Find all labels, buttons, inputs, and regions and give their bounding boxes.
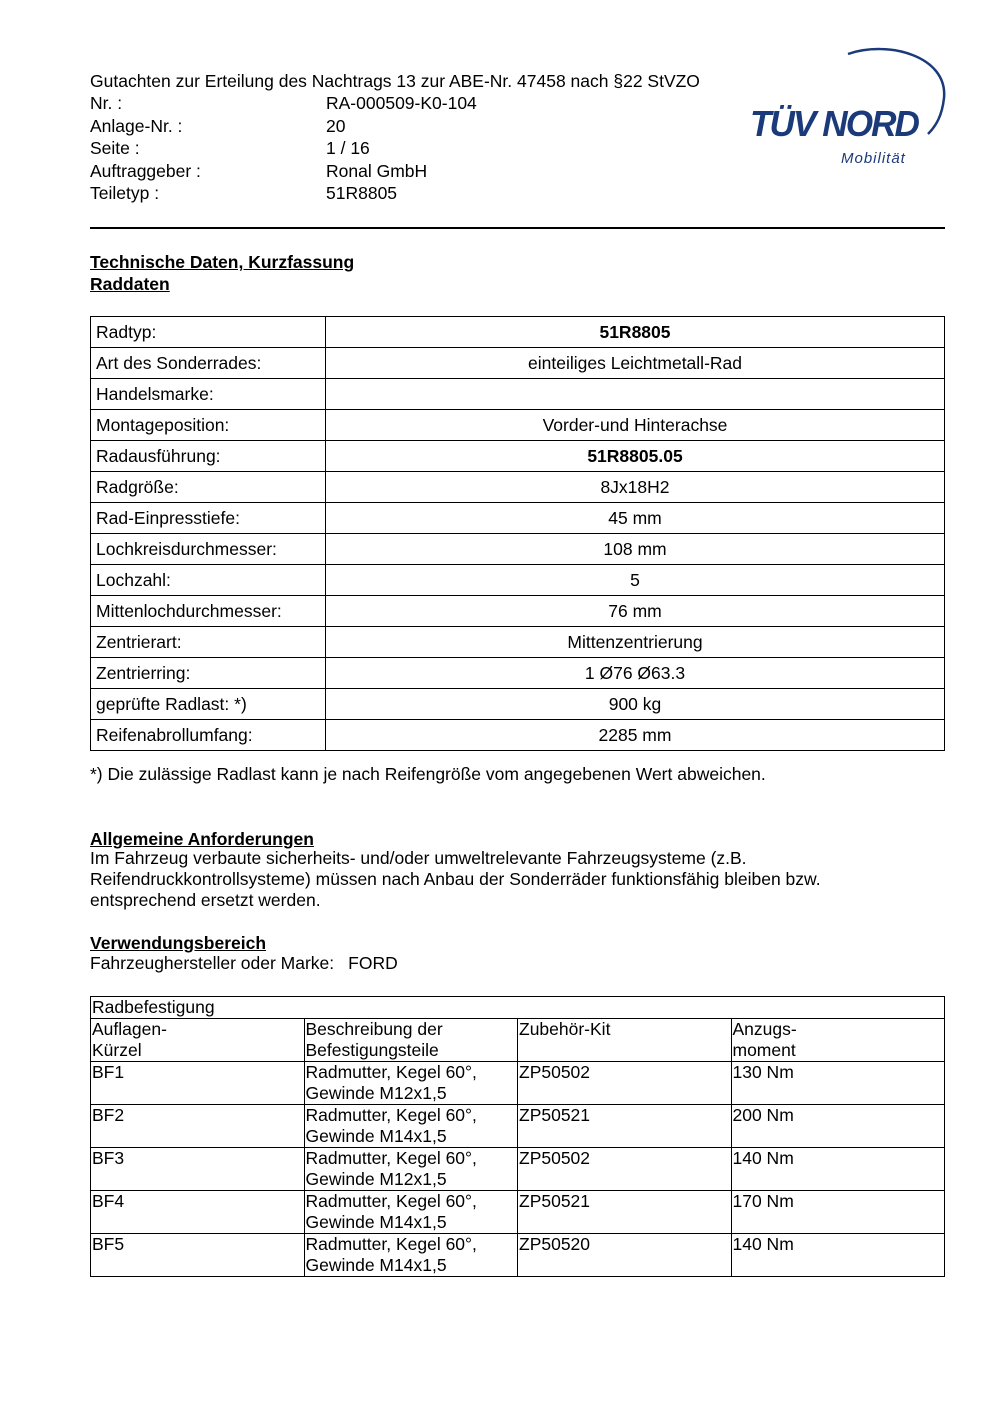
field-value: 5 bbox=[326, 565, 945, 596]
table-row bbox=[91, 317, 945, 348]
field-value: 8Jx18H2 bbox=[326, 472, 945, 503]
zubehoer-kit-cell: ZP50502 bbox=[518, 1062, 732, 1105]
field-label: Mittenlochdurchmesser: bbox=[91, 596, 326, 627]
section-title: Technische Daten, Kurzfassung bbox=[90, 252, 355, 272]
logo-tagline: Mobilität bbox=[841, 150, 906, 167]
field-value: 51R8805.05 bbox=[326, 441, 945, 472]
kuerzel-cell: BF2 bbox=[91, 1105, 305, 1148]
header-label: Anlage-Nr. : bbox=[90, 116, 183, 136]
table-row bbox=[91, 1148, 945, 1191]
field-value: 76 mm bbox=[326, 596, 945, 627]
header-divider bbox=[90, 227, 945, 229]
table-caption-row bbox=[91, 997, 945, 1019]
header-value: 51R8805 bbox=[326, 183, 398, 203]
anforderungen-line: Im Fahrzeug verbaute sicherheits- und/oder umweltrelevante Fahrzeugsysteme (z.B. bbox=[90, 848, 747, 868]
kuerzel-cell: BF4 bbox=[91, 1191, 305, 1234]
field-label: Radausführung: bbox=[91, 441, 326, 472]
field-value: Mittenzentrierung bbox=[326, 627, 945, 658]
anzugsmoment-cell: 200 Nm bbox=[731, 1105, 945, 1148]
field-label: Art des Sonderrades: bbox=[91, 348, 326, 379]
anforderungen-line: Reifendruckkontrollsysteme) müssen nach Anbau der Sonderräder funktionsfähig bleiben bzw. bbox=[90, 869, 821, 889]
zubehoer-kit-cell: ZP50520 bbox=[518, 1234, 732, 1277]
table-header-row bbox=[91, 1019, 945, 1062]
table-row bbox=[91, 410, 945, 441]
anforderungen-line: entsprechend ersetzt werden. bbox=[90, 890, 321, 910]
field-value: 900 kg bbox=[326, 689, 945, 720]
header-row-teiletyp bbox=[90, 182, 397, 204]
beschreibung-cell: Radmutter, Kegel 60°, Gewinde M14x1,5 bbox=[304, 1105, 518, 1148]
table-row bbox=[91, 379, 945, 410]
table-row bbox=[91, 472, 945, 503]
table-row bbox=[91, 658, 945, 689]
verwendung-title: Verwendungsbereich bbox=[90, 933, 267, 953]
kuerzel-cell: BF5 bbox=[91, 1234, 305, 1277]
beschreibung-cell: Radmutter, Kegel 60°, Gewinde M12x1,5 bbox=[304, 1148, 518, 1191]
verwendung-label: Fahrzeughersteller oder Marke: bbox=[90, 953, 335, 973]
column-header: Zubehör-Kit bbox=[518, 1019, 732, 1062]
beschreibung-cell: Radmutter, Kegel 60°, Gewinde M12x1,5 bbox=[304, 1062, 518, 1105]
field-value: 2285 mm bbox=[326, 720, 945, 751]
table-row bbox=[91, 1234, 945, 1277]
table-row bbox=[91, 441, 945, 472]
header-label: Teiletyp : bbox=[90, 183, 160, 203]
field-value: 108 mm bbox=[326, 534, 945, 565]
field-label: Reifenabrollumfang: bbox=[91, 720, 326, 751]
column-header: Auflagen- Kürzel bbox=[91, 1019, 305, 1062]
header-label: Seite : bbox=[90, 138, 140, 158]
raddaten-table bbox=[90, 316, 945, 751]
anzugsmoment-cell: 170 Nm bbox=[731, 1191, 945, 1234]
field-value: 45 mm bbox=[326, 503, 945, 534]
table-row bbox=[91, 348, 945, 379]
section-subtitle: Raddaten bbox=[90, 274, 170, 294]
field-label: Radgröße: bbox=[91, 472, 326, 503]
zubehoer-kit-cell: ZP50502 bbox=[518, 1148, 732, 1191]
table-row bbox=[91, 720, 945, 751]
field-value: einteiliges Leichtmetall-Rad bbox=[326, 348, 945, 379]
table-row bbox=[91, 627, 945, 658]
header-label: Auftraggeber : bbox=[90, 161, 201, 181]
anzugsmoment-cell: 140 Nm bbox=[731, 1148, 945, 1191]
table-row bbox=[91, 596, 945, 627]
header-row-seite bbox=[90, 137, 370, 159]
table-row bbox=[91, 1062, 945, 1105]
header-value: 20 bbox=[326, 116, 346, 136]
field-label: geprüfte Radlast: *) bbox=[91, 689, 326, 720]
field-value bbox=[326, 379, 945, 410]
zubehoer-kit-cell: ZP50521 bbox=[518, 1105, 732, 1148]
report-title: Gutachten zur Erteilung des Nachtrags 13 zur ABE-Nr. 47458 nach §22 StVZO bbox=[90, 71, 700, 91]
column-header: Beschreibung der Befestigungsteile bbox=[304, 1019, 518, 1062]
field-value: Vorder-und Hinterachse bbox=[326, 410, 945, 441]
zubehoer-kit-cell: ZP50521 bbox=[518, 1191, 732, 1234]
logo-brand-text: TÜV NORD bbox=[750, 103, 919, 144]
header-value: Ronal GmbH bbox=[326, 161, 428, 181]
field-label: Lochkreisdurchmesser: bbox=[91, 534, 326, 565]
table-row bbox=[91, 1105, 945, 1148]
kuerzel-cell: BF3 bbox=[91, 1148, 305, 1191]
field-label: Handelsmarke: bbox=[91, 379, 326, 410]
beschreibung-cell: Radmutter, Kegel 60°, Gewinde M14x1,5 bbox=[304, 1234, 518, 1277]
anzugsmoment-cell: 140 Nm bbox=[731, 1234, 945, 1277]
verwendung-value: FORD bbox=[348, 953, 398, 973]
field-value: 51R8805 bbox=[326, 317, 945, 348]
column-header: Anzugs- moment bbox=[731, 1019, 945, 1062]
radbefestigung-table bbox=[90, 996, 945, 1277]
header-row-nr bbox=[90, 92, 477, 114]
field-label: Radtyp: bbox=[91, 317, 326, 348]
field-label: Zentrierart: bbox=[91, 627, 326, 658]
field-label: Lochzahl: bbox=[91, 565, 326, 596]
kuerzel-cell: BF1 bbox=[91, 1062, 305, 1105]
header-row-auftraggeber bbox=[90, 160, 427, 182]
verwendung-line bbox=[90, 953, 398, 974]
header-value: 1 / 16 bbox=[326, 138, 370, 158]
table-row bbox=[91, 503, 945, 534]
header-value: RA-000509-K0-104 bbox=[326, 93, 477, 113]
table-row bbox=[91, 534, 945, 565]
field-label: Rad-Einpresstiefe: bbox=[91, 503, 326, 534]
table-caption: Radbefestigung bbox=[91, 997, 945, 1019]
beschreibung-cell: Radmutter, Kegel 60°, Gewinde M14x1,5 bbox=[304, 1191, 518, 1234]
anforderungen-title: Allgemeine Anforderungen bbox=[90, 829, 314, 849]
field-value: 1 Ø76 Ø63.3 bbox=[326, 658, 945, 689]
field-label: Zentrierring: bbox=[91, 658, 326, 689]
anzugsmoment-cell: 130 Nm bbox=[731, 1062, 945, 1105]
table-row bbox=[91, 1191, 945, 1234]
header-row-anlage bbox=[90, 115, 345, 137]
footnote: *) Die zulässige Radlast kann je nach Reifengröße vom angegebenen Wert abweichen. bbox=[90, 764, 766, 784]
header-label: Nr. : bbox=[90, 93, 123, 113]
table-row bbox=[91, 689, 945, 720]
table-row bbox=[91, 565, 945, 596]
field-label: Montageposition: bbox=[91, 410, 326, 441]
tuv-nord-logo bbox=[748, 46, 948, 176]
